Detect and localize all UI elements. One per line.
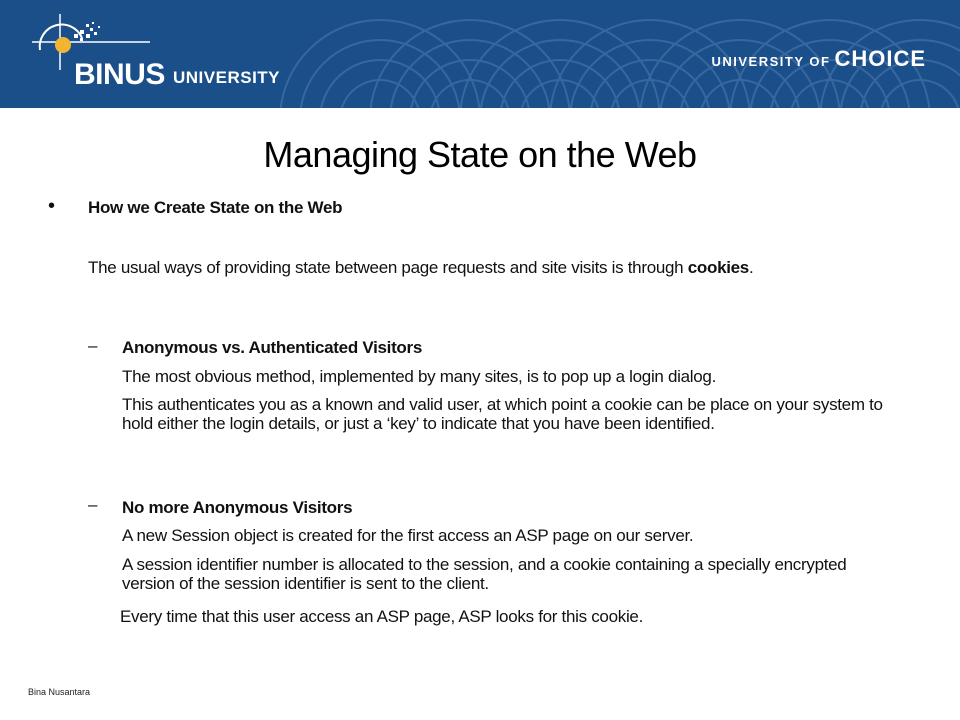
section-heading: Anonymous vs. Authenticated Visitors [122, 338, 422, 357]
logo-wordmark: BINUS [74, 58, 165, 91]
section-dash: – [88, 495, 98, 514]
tagline-emphasis: CHOICE [834, 46, 926, 71]
section-line: A new Session object is created for the first access an ASP page on our server. [122, 526, 694, 545]
intro-emphasis: cookies [687, 258, 749, 277]
intro-end: . [748, 258, 754, 277]
section-line: This authenticates you as a known and valid user, at which point a cookie can be place on your system to hold either the login details, or just a ‘key’ to indicate that you have been identified. [122, 395, 883, 433]
slide-title: Managing State on the Web [263, 134, 697, 175]
section-line: A session identifier number is allocated to the session, and a cookie containing a specially encrypted version of the session identifier is sent to the client. [122, 555, 847, 593]
tagline-prefix: UNIVERSITY OF [711, 54, 831, 69]
intro-text: The usual ways of providing state between page requests and site visits is through [88, 258, 684, 277]
section-line: The most obvious method, implemented by many sites, is to pop up a login dialog. [122, 367, 717, 386]
logo-suffix: UNIVERSITY [173, 68, 281, 87]
section-line: Every time that this user access an ASP page, ASP looks for this cookie. [120, 607, 643, 626]
bullet-marker: • [48, 195, 56, 217]
intro-paragraph [88, 258, 848, 278]
section-heading: No more Anonymous Visitors [122, 498, 353, 517]
section-dash: – [88, 336, 98, 355]
bullet-heading: How we Create State on the Web [88, 198, 343, 217]
footer-text: Bina Nusantara [28, 687, 91, 697]
